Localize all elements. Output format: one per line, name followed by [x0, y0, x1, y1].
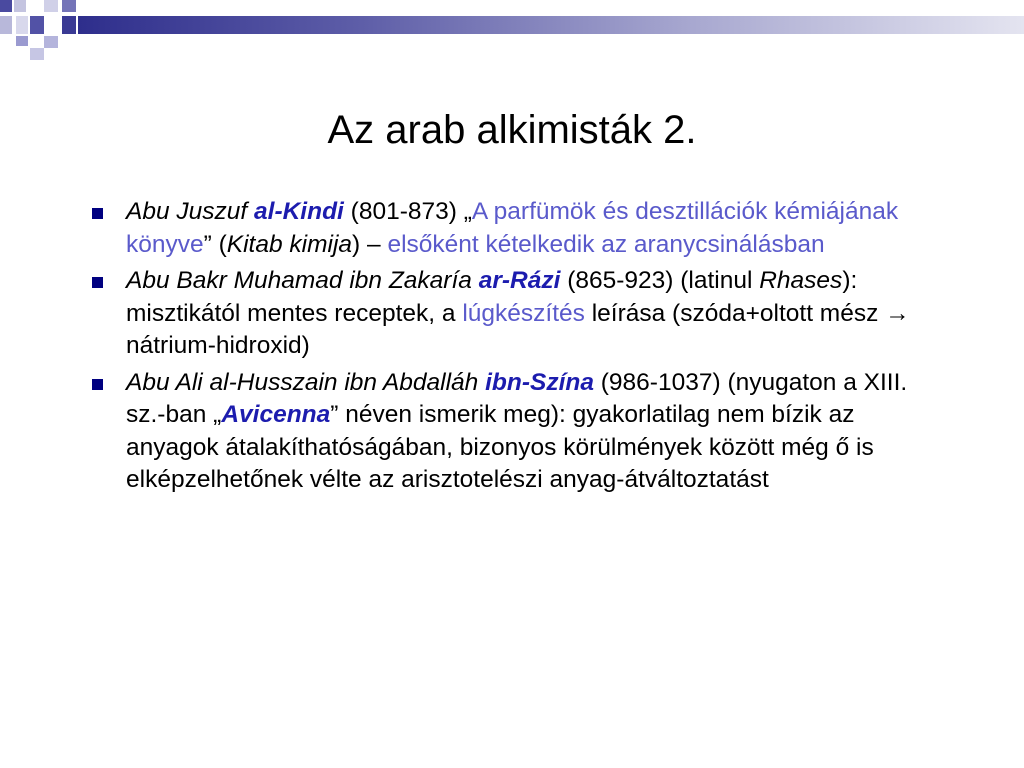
text-run-italic: Rhases — [759, 267, 843, 294]
slide-title: Az arab alkimisták 2. — [327, 108, 697, 152]
text-run-highlight: Avicenna — [221, 401, 331, 428]
text-run-link[interactable]: elsőként kételkedik az aranycsinálásban — [387, 230, 825, 258]
square-bullet-icon — [92, 379, 103, 390]
deco-square — [0, 0, 12, 12]
gradient-bar — [78, 16, 1024, 34]
bullet-item — [86, 265, 916, 363]
bullet-list — [86, 196, 916, 501]
deco-square — [16, 36, 28, 46]
text-run-plain: (986-1037) (nyugaton a XIII. sz.-ban „ — [126, 368, 908, 428]
text-run-italic: Abu Juszuf — [126, 198, 255, 225]
deco-square — [62, 16, 76, 34]
text-run-plain: (865-923) (latinul — [560, 267, 760, 294]
text-run-plain: ): misztikától mentes receptek, a — [126, 267, 858, 327]
text-run-plain: leírása (szóda+oltott mész → nátrium-hidroxid) — [126, 299, 910, 359]
deco-square — [16, 16, 28, 34]
header-decoration — [0, 0, 1024, 62]
bullet-item — [86, 367, 916, 497]
text-run-highlight: al-Kindi — [254, 198, 344, 225]
text-run-link[interactable]: A parfümök és desztillációk kémiájának könyve — [126, 198, 899, 258]
square-bullet-icon — [92, 208, 103, 219]
text-run-highlight: ar-Rázi — [478, 267, 561, 294]
text-run-plain: ) – — [352, 230, 388, 258]
text-run-italic: Abu Ali al-Husszain ibn Abdalláh — [126, 368, 486, 396]
deco-square — [30, 48, 44, 60]
square-bullet-icon — [92, 277, 103, 288]
deco-square — [62, 0, 76, 12]
deco-square — [0, 16, 12, 34]
text-run-italic: Abu Bakr Muhamad ibn Zakaría — [126, 267, 479, 294]
deco-square — [14, 0, 26, 12]
deco-square — [30, 16, 44, 34]
text-run-italic: Kitab kimija — [226, 230, 353, 258]
bullet-item — [86, 196, 916, 261]
text-run-plain: ” néven ismerik meg): gyakorlatilag nem bízik az anyagok átalakíthatóságában, bizonyos körülmények között még ő is elképzelhetőnek vélte az arisztotelészi anyag-átváltoztatást — [126, 401, 874, 493]
deco-square — [44, 0, 58, 12]
text-run-highlight: ibn-Szína — [485, 368, 594, 396]
deco-square — [44, 36, 58, 48]
text-run-plain: (801-873) „ — [343, 198, 472, 225]
text-run-plain: ” ( — [203, 230, 227, 258]
text-run-link[interactable]: lúgkészítés — [462, 299, 585, 327]
